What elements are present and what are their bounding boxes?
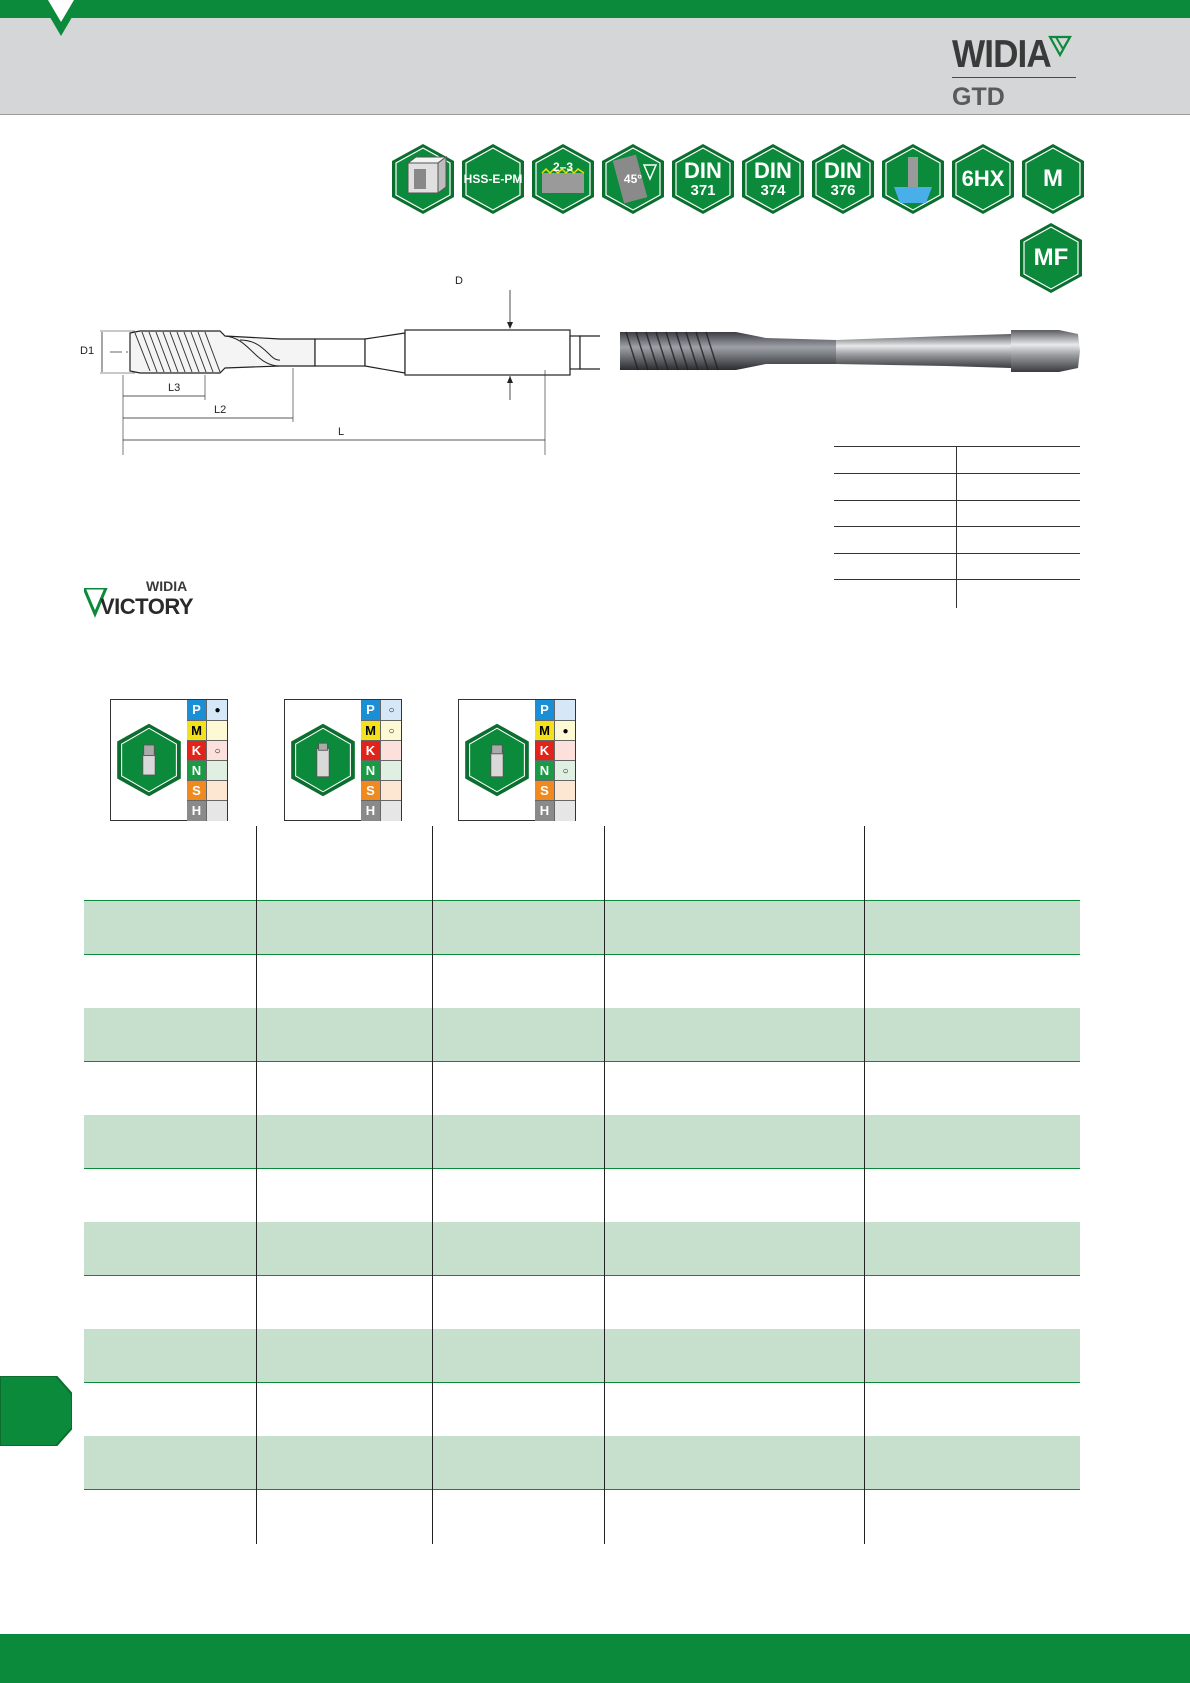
table-row <box>84 1276 1080 1330</box>
hex-label-text: M <box>1043 165 1063 192</box>
material-letter: S <box>361 781 380 801</box>
table-row <box>84 1169 1080 1223</box>
chamfer-icon <box>530 143 596 215</box>
din-376-icon <box>810 143 876 215</box>
tap-hex-icon <box>115 722 183 803</box>
metric-fine-mf-label <box>1018 222 1084 294</box>
material-mark: ○ <box>380 721 402 741</box>
material-mark <box>206 781 228 801</box>
hex-label-text: DIN <box>684 158 722 183</box>
material-row-p <box>535 700 575 720</box>
material-mark: ○ <box>380 700 402 720</box>
table-column-divider <box>432 826 433 1544</box>
din-374-icon <box>740 143 806 215</box>
tap-hex-icon <box>289 722 357 803</box>
spec-table <box>834 446 1080 608</box>
material-letter: M <box>361 721 380 741</box>
material-letter: H <box>535 801 554 821</box>
din-376-label <box>810 143 876 215</box>
tolerance-6hx-icon <box>950 143 1016 215</box>
section-side-tab <box>0 1376 72 1446</box>
table-column-divider <box>256 826 257 1544</box>
material-row-p <box>361 700 401 720</box>
tap-technical-drawing <box>80 270 600 470</box>
table-column-divider <box>864 826 865 1544</box>
material-letter: K <box>535 741 554 761</box>
material-mark: ○ <box>206 741 228 761</box>
material-mark <box>206 761 228 781</box>
victory-main-text: VICTORY <box>100 594 194 619</box>
material-letter: K <box>187 741 206 761</box>
dim-label-l3: L3 <box>168 382 181 394</box>
material-card <box>110 699 228 821</box>
material-letter: M <box>535 721 554 741</box>
material-row-n <box>361 760 401 781</box>
bottom-color-bar <box>0 1634 1190 1683</box>
material-row-k <box>361 740 401 761</box>
material-mark <box>380 741 402 761</box>
material-mark <box>206 721 228 741</box>
material-mark <box>554 741 576 761</box>
material-mark <box>380 781 402 801</box>
material-row-k <box>187 740 227 761</box>
tolerance-6hx-label <box>950 143 1016 215</box>
din-371-label <box>670 143 736 215</box>
spec-table-line <box>834 446 1080 447</box>
material-mark <box>206 801 228 821</box>
table-row <box>84 1383 1080 1437</box>
material-row-n <box>187 760 227 781</box>
dim-label-l: L <box>338 426 345 438</box>
hex-label-text: 45° <box>623 172 643 186</box>
material-row-m <box>535 720 575 741</box>
tap-hex-icon <box>463 722 531 803</box>
material-mark <box>554 781 576 801</box>
material-card <box>458 699 576 821</box>
spec-table-line <box>834 553 1080 554</box>
material-row-s <box>187 780 227 801</box>
din-374-label <box>740 143 806 215</box>
spec-table-line <box>834 500 1080 501</box>
table-column-divider <box>604 826 605 1544</box>
material-letter: H <box>361 801 380 821</box>
spec-table-line <box>834 579 1080 580</box>
material-mark: ● <box>206 700 228 720</box>
victory-widia-text: WIDIA <box>146 578 188 594</box>
chamfer-label <box>530 143 596 215</box>
tap-product-photo <box>616 322 1081 380</box>
material-mark: ● <box>554 721 576 741</box>
dim-label-l2: L2 <box>214 404 227 416</box>
material-letter: K <box>361 741 380 761</box>
material-letter: N <box>361 761 380 781</box>
coolant-label <box>880 143 946 215</box>
logo-gtd-text: GTD <box>952 83 1005 111</box>
material-letter: P <box>187 700 206 720</box>
material-letter: P <box>535 700 554 720</box>
logo-triangle-icon <box>1048 35 1078 64</box>
dim-label-d: D <box>455 275 463 287</box>
hex-sublabel-text: 371 <box>690 182 716 199</box>
blind-hole-label <box>390 143 456 215</box>
table-row <box>84 955 1080 1009</box>
top-color-bar <box>0 0 1190 18</box>
corner-triangle-icon <box>40 0 82 38</box>
metric-m-icon <box>1020 143 1086 215</box>
spec-table-line <box>834 526 1080 527</box>
material-mark <box>380 761 402 781</box>
material-letter: M <box>187 721 206 741</box>
widia-gtd-logo <box>952 33 1082 113</box>
widia-victory-logo <box>84 578 204 622</box>
logo-divider <box>952 77 1076 78</box>
material-row-p <box>187 700 227 720</box>
table-row <box>84 1329 1080 1383</box>
material-row-m <box>187 720 227 741</box>
hex-label-text: 2–3 <box>552 160 574 174</box>
material-row-h <box>361 800 401 821</box>
table-row <box>84 1222 1080 1276</box>
hex-label-text: HSS-E-PM <box>463 172 523 186</box>
metric-fine-mf-icon <box>1018 222 1084 294</box>
table-row <box>84 1062 1080 1116</box>
table-row <box>84 901 1080 955</box>
logo-widia-text: WIDIA <box>952 33 1051 76</box>
hex-label-text: MF <box>1033 244 1069 271</box>
spec-table-line <box>834 473 1080 474</box>
material-mark <box>554 700 576 720</box>
hss-e-pm-icon <box>460 143 526 215</box>
material-letter: N <box>187 761 206 781</box>
hex-sublabel-text: 376 <box>830 182 856 199</box>
material-row-k <box>535 740 575 761</box>
table-row <box>84 1436 1080 1490</box>
hex-label-text: DIN <box>754 158 792 183</box>
hex-sublabel-text: 374 <box>760 182 786 199</box>
material-letter: N <box>535 761 554 781</box>
material-letter: H <box>187 801 206 821</box>
material-letter: S <box>535 781 554 801</box>
material-card <box>284 699 402 821</box>
material-mark <box>554 801 576 821</box>
material-row-m <box>361 720 401 741</box>
spec-table-divider <box>956 446 957 608</box>
material-mark <box>380 801 402 821</box>
hss-e-pm-label <box>460 143 526 215</box>
material-row-h <box>187 800 227 821</box>
material-row-s <box>361 780 401 801</box>
material-letter: S <box>187 781 206 801</box>
hex-label-text: DIN <box>824 158 862 183</box>
table-row <box>84 1115 1080 1169</box>
din-371-icon <box>670 143 736 215</box>
table-row <box>84 1490 1080 1543</box>
metric-m-label <box>1020 143 1086 215</box>
material-letter: P <box>361 700 380 720</box>
material-row-h <box>535 800 575 821</box>
helix-angle-label <box>600 143 666 215</box>
helix-angle-icon <box>600 143 666 215</box>
blind-hole-icon <box>390 143 456 215</box>
material-row-s <box>535 780 575 801</box>
dim-label-d1: D1 <box>80 345 95 357</box>
hex-label-text: 6HX <box>961 166 1005 191</box>
table-row <box>84 1008 1080 1062</box>
material-mark: ○ <box>554 761 576 781</box>
coolant-icon <box>880 143 946 215</box>
material-row-n <box>535 760 575 781</box>
